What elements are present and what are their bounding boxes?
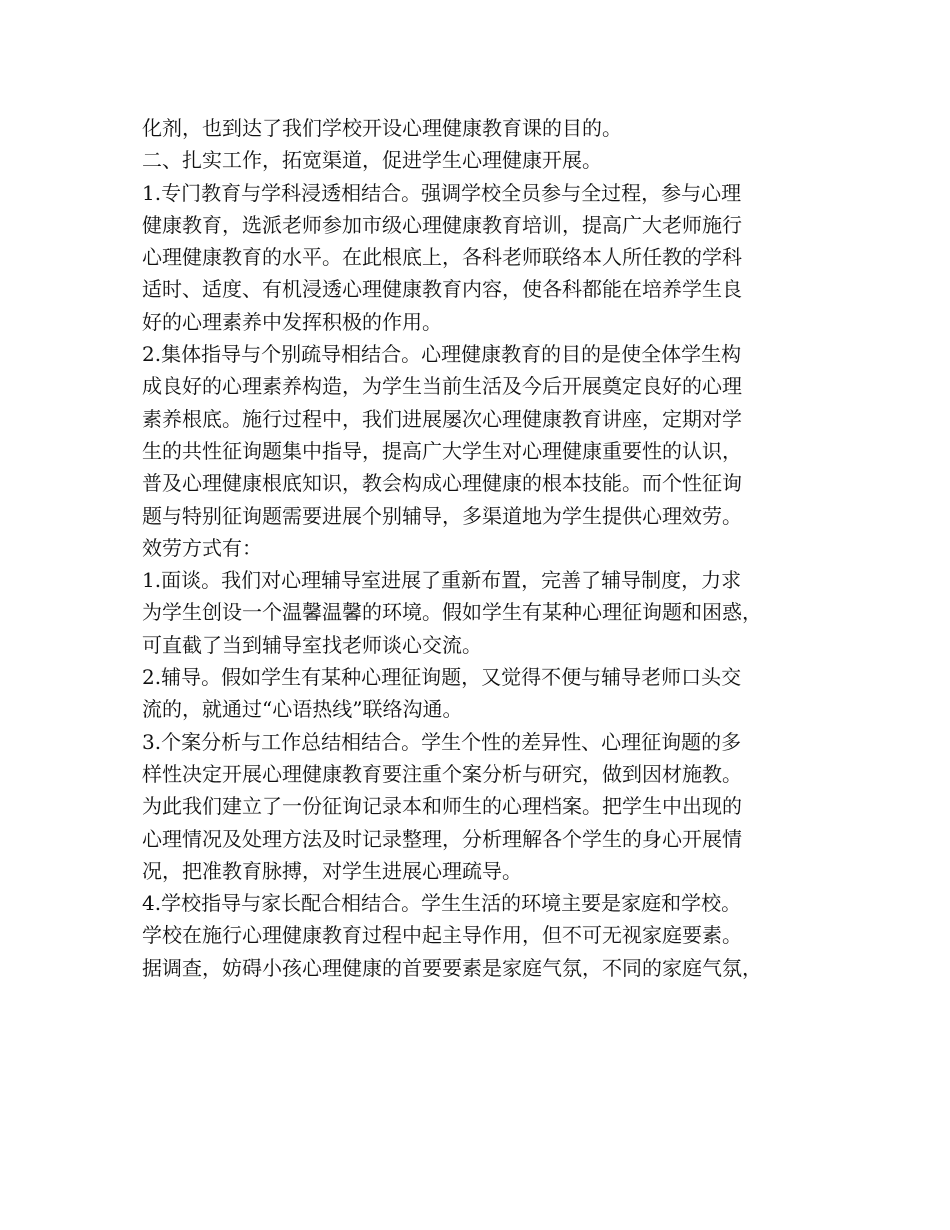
text-line: 普及心理健康根底知识，教会构成心理健康的根本技能。而个性征询: [142, 471, 742, 496]
text-line: 成良好的心理素养构造，为学生当前生活及今后开展奠定良好的心理: [142, 374, 742, 399]
text-line: 为此我们建立了一份征询记录本和师生的心理档案。把学生中出现的: [142, 794, 742, 819]
text-line: 题与特别征询题需要进展个别辅导，多渠道地为学生提供心理效劳。: [142, 503, 742, 528]
text-line: 素养根底。施行过程中，我们进展屡次心理健康教育讲座，定期对学: [142, 406, 742, 431]
text-line: 健康教育，选派老师参加市级心理健康教育培训，提高广大老师施行: [142, 212, 742, 237]
text-line: 生的共性征询题集中指导，提高广大学生对心理健康重要性的认识，: [142, 438, 742, 463]
text-line: 适时、适度、有机浸透心理健康教育内容，使各科都能在培养学生良: [142, 277, 742, 302]
body-text: [142, 112, 842, 984]
text-line: 4.学校指导与家长配合相结合。学生生活的环境主要是家庭和学校。: [142, 891, 742, 916]
text-line: 2.集体指导与个别疏导相结合。心理健康教育的目的是使全体学生构: [142, 342, 742, 367]
text-line: 流的，就通过“心语热线”联络沟通。: [142, 697, 463, 722]
text-line: 心理情况及处理方法及时记录整理，分析理解各个学生的身心开展情: [142, 826, 742, 851]
text-line: 效劳方式有：: [142, 535, 262, 560]
text-line: 可直截了当到辅导室找老师谈心交流。: [142, 632, 482, 657]
text-line: 3.个案分析与工作总结相结合。学生个性的差异性、心理征询题的多: [142, 729, 742, 754]
text-line: 样性决定开展心理健康教育要注重个案分析与研究，做到因材施教。: [142, 761, 742, 786]
text-line: 2.辅导。假如学生有某种心理征询题，又觉得不便与辅导老师口头交: [142, 665, 742, 690]
text-line: 好的心理素养中发挥积极的作用。: [142, 309, 442, 334]
text-line: 心理健康教育的水平。在此根底上，各科老师联络本人所任教的学科: [142, 245, 742, 270]
text-line: 况，把准教育脉搏，对学生进展心理疏导。: [142, 858, 522, 883]
text-line: 学校在施行心理健康教育过程中起主导作用，但不可无视家庭要素。: [142, 923, 742, 948]
text-line: 化剂，也到达了我们学校开设心理健康教育课的目的。: [142, 116, 622, 140]
text-line: 据调查，妨碍小孩心理健康的首要要素是家庭气氛，不同的家庭气氛，: [142, 955, 762, 980]
text-line: 1.专门教育与学科浸透相结合。强调学校全员参与全过程，参与心理: [142, 180, 742, 205]
section-heading: 二、扎实工作，拓宽渠道，促进学生心理健康开展。: [142, 148, 602, 173]
text-line: 1.面谈。我们对心理辅导室进展了重新布置，完善了辅导制度，力求: [142, 568, 742, 593]
text-line: 为学生创设一个温馨温馨的环境。假如学生有某种心理征询题和困惑，: [142, 600, 762, 625]
